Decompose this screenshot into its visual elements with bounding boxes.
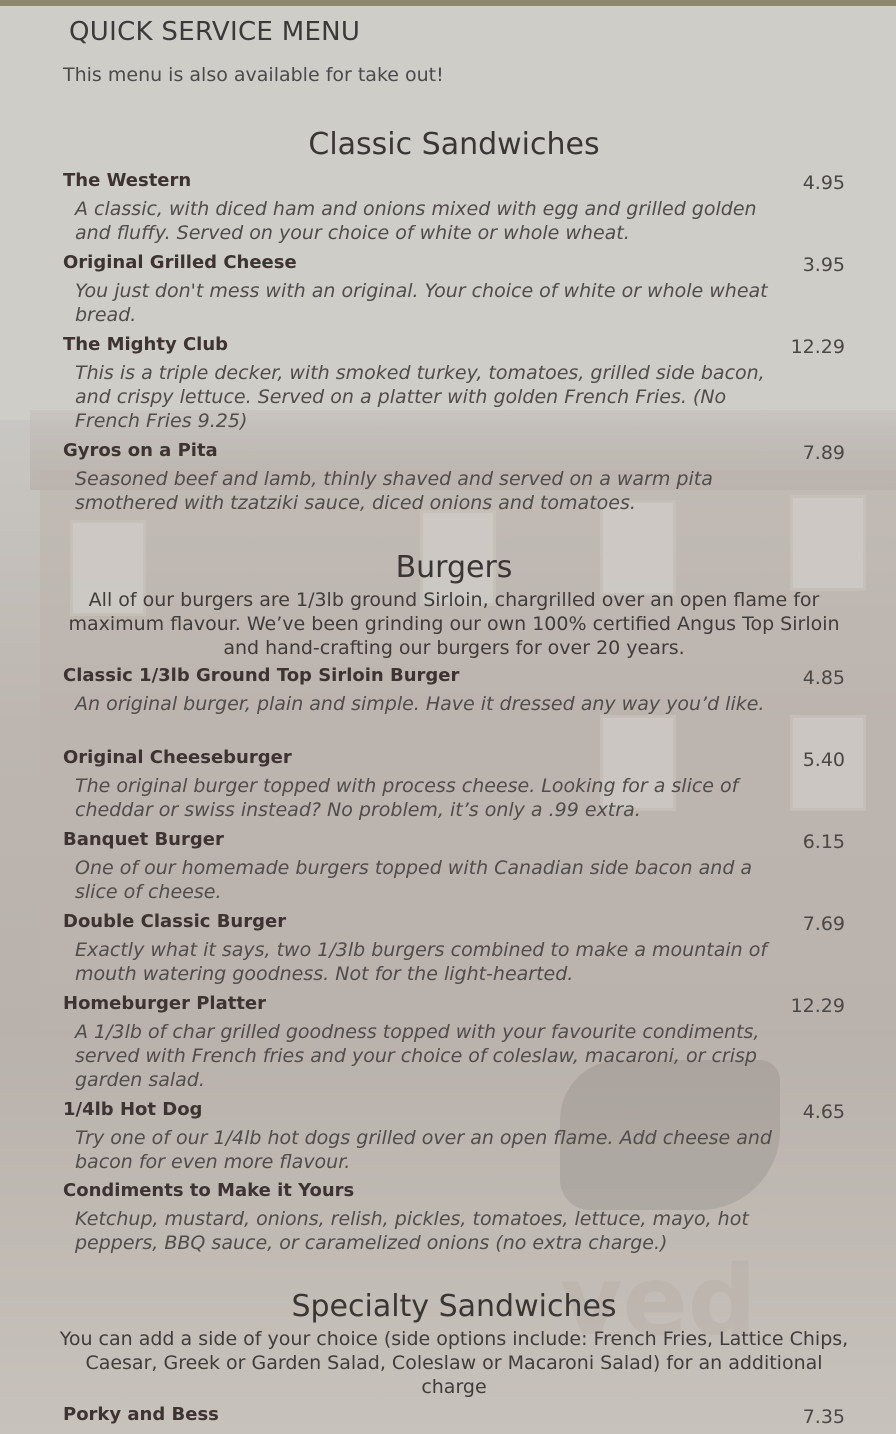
item-price: 7.69 bbox=[802, 913, 845, 935]
item-description: Seasoned beef and lamb, thinly shaved and served on a warm pita smothered with tzatziki sauce, diced onions and tomatoes. bbox=[75, 468, 713, 514]
section-title-specialty-sandwiches: Specialty Sandwiches bbox=[291, 1289, 617, 1324]
item-description: Try one of our 1/4lb hot dogs grilled over an open flame. Add cheese and bacon for even more flavour. bbox=[75, 1127, 772, 1173]
item-name: 1/4lb Hot Dog bbox=[63, 1099, 203, 1120]
section-title-burgers: Burgers bbox=[395, 550, 513, 585]
menu-title: QUICK SERVICE MENU bbox=[69, 17, 361, 47]
watermark-logo: ved bbox=[560, 1245, 757, 1357]
item-name: Classic 1/3lb Ground Top Sirloin Burger bbox=[63, 665, 460, 686]
item-price: 4.85 bbox=[802, 667, 845, 689]
item-price: 4.65 bbox=[802, 1101, 845, 1123]
item-name: Gyros on a Pita bbox=[63, 440, 218, 461]
item-name: Porky and Bess bbox=[63, 1404, 219, 1425]
item-description: A 1/3lb of char grilled goodness topped with your favourite condiments, served with French fries and your choice of coleslaw, macaroni, or crisp garden salad. bbox=[75, 1021, 760, 1091]
item-name: Original Grilled Cheese bbox=[63, 252, 297, 273]
item-name: The Western bbox=[63, 170, 192, 191]
item-price: 5.40 bbox=[802, 749, 845, 771]
item-price: 7.35 bbox=[802, 1406, 845, 1428]
item-name: The Mighty Club bbox=[63, 334, 229, 355]
item-name: Condiments to Make it Yours bbox=[63, 1180, 355, 1201]
item-price: 12.29 bbox=[790, 336, 845, 358]
item-description: A classic, with diced ham and onions mixed with egg and grilled golden and fluffy. Served on your choice of white or whole wheat. bbox=[75, 198, 757, 244]
item-price: 12.29 bbox=[790, 995, 845, 1017]
item-name: Homeburger Platter bbox=[63, 993, 267, 1014]
item-description: Ketchup, mustard, onions, relish, pickles, tomatoes, lettuce, mayo, hot peppers, BBQ sauce, or caramelized onions (no extra charge.) bbox=[75, 1208, 749, 1254]
item-name: Double Classic Burger bbox=[63, 911, 287, 932]
takeout-note: This menu is also available for take out! bbox=[63, 64, 444, 86]
item-name: Banquet Burger bbox=[63, 829, 224, 850]
item-description: One of our homemade burgers topped with Canadian side bacon and a slice of cheese. bbox=[75, 857, 753, 903]
section-description-burgers: All of our burgers are 1/3lb ground Sirloin, chargrilled over an open flame for maximum flavour. We’ve been grinding our own 100% certified Angus Top Sirloin and hand-crafting our burgers for over 20 years. bbox=[68, 589, 840, 659]
item-description: Exactly what it says, two 1/3lb burgers combined to make a mountain of mouth watering goodness. Not for the light-hearted. bbox=[75, 939, 768, 985]
item-description: You just don't mess with an original. Your choice of white or whole wheat bread. bbox=[75, 280, 768, 326]
section-title-classic-sandwiches: Classic Sandwiches bbox=[308, 127, 600, 162]
item-description: The original burger topped with process cheese. Looking for a slice of cheddar or swiss instead? No problem, it’s only a .99 extra. bbox=[75, 775, 739, 821]
item-name: Original Cheeseburger bbox=[63, 747, 292, 768]
item-price: 3.95 bbox=[802, 254, 845, 276]
item-price: 7.89 bbox=[802, 442, 845, 464]
item-description: An original burger, plain and simple. Have it dressed any way you’d like. bbox=[75, 693, 765, 715]
section-description-specialty-sandwiches: You can add a side of your choice (side options include: French Fries, Lattice Chips, Caesar, Greek or Garden Salad, Coleslaw or Macaroni Salad) for an additional charge bbox=[59, 1328, 849, 1398]
item-price: 4.95 bbox=[802, 172, 845, 194]
item-price: 6.15 bbox=[802, 831, 845, 853]
item-description: This is a triple decker, with smoked turkey, tomatoes, grilled side bacon, and crispy lettuce. Served on a platter with golden French Fries. (No French Fries 9.25) bbox=[75, 362, 765, 432]
